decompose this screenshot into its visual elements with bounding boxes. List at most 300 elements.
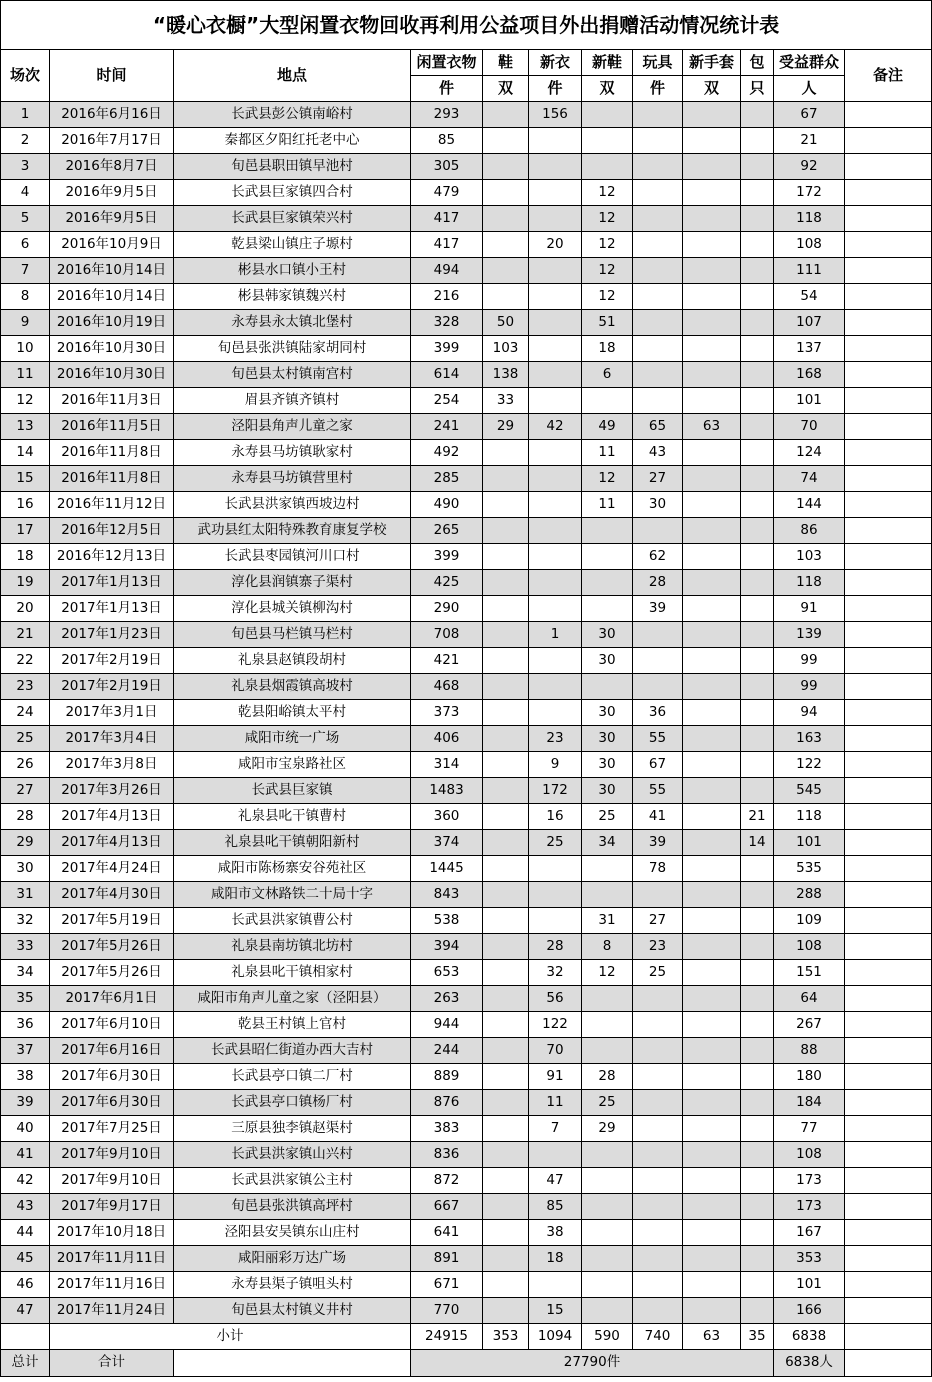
row-people: 535 xyxy=(774,856,845,882)
table-row xyxy=(1,206,932,232)
row-remarks xyxy=(845,1272,932,1298)
row-new-clothes xyxy=(529,648,582,674)
row-location: 长武县洪家镇公主村 xyxy=(174,1168,411,1194)
row-remarks xyxy=(845,284,932,310)
row-people: 180 xyxy=(774,1064,845,1090)
row-gloves xyxy=(683,154,741,180)
row-index: 18 xyxy=(1,544,50,570)
row-index: 29 xyxy=(1,830,50,856)
row-toys xyxy=(633,284,683,310)
row-index: 20 xyxy=(1,596,50,622)
row-gloves xyxy=(683,1090,741,1116)
row-new-shoes xyxy=(582,388,633,414)
row-gloves xyxy=(683,778,741,804)
row-remarks xyxy=(845,882,932,908)
row-clothes: 417 xyxy=(411,206,483,232)
row-location: 咸阳市宝泉路社区 xyxy=(174,752,411,778)
table-row xyxy=(1,492,932,518)
row-remarks xyxy=(845,102,932,128)
row-bags xyxy=(741,414,774,440)
row-index: 19 xyxy=(1,570,50,596)
row-gloves xyxy=(683,908,741,934)
row-location: 旬邑县职田镇早池村 xyxy=(174,154,411,180)
row-location: 咸阳市角声儿童之家（泾阳县） xyxy=(174,986,411,1012)
row-gloves xyxy=(683,1246,741,1272)
row-location: 彬县水口镇小王村 xyxy=(174,258,411,284)
row-index: 30 xyxy=(1,856,50,882)
row-new-clothes xyxy=(529,882,582,908)
row-new-clothes: 18 xyxy=(529,1246,582,1272)
row-clothes: 293 xyxy=(411,102,483,128)
row-toys: 27 xyxy=(633,466,683,492)
row-location: 长武县洪家镇山兴村 xyxy=(174,1142,411,1168)
row-shoes xyxy=(483,128,529,154)
row-location: 咸阳市文林路铁二十局十字 xyxy=(174,882,411,908)
row-remarks xyxy=(845,128,932,154)
table-row xyxy=(1,804,932,830)
unit-new-shoes: 双 xyxy=(582,76,633,102)
row-toys: 39 xyxy=(633,830,683,856)
row-location: 旬邑县张洪镇高坪村 xyxy=(174,1194,411,1220)
header-clothes: 闲置衣物 xyxy=(411,50,483,76)
row-remarks xyxy=(845,154,932,180)
row-new-shoes xyxy=(582,1220,633,1246)
row-toys xyxy=(633,1064,683,1090)
row-date: 2016年9月5日 xyxy=(50,206,174,232)
table-row xyxy=(1,466,932,492)
row-clothes: 373 xyxy=(411,700,483,726)
row-gloves xyxy=(683,700,741,726)
row-bags xyxy=(741,622,774,648)
row-people: 173 xyxy=(774,1194,845,1220)
row-remarks xyxy=(845,1090,932,1116)
row-bags xyxy=(741,1116,774,1142)
row-toys xyxy=(633,1194,683,1220)
row-gloves xyxy=(683,1220,741,1246)
row-gloves xyxy=(683,258,741,284)
row-location: 咸阳市统一广场 xyxy=(174,726,411,752)
row-location: 泾阳县角声儿童之家 xyxy=(174,414,411,440)
row-new-shoes: 30 xyxy=(582,648,633,674)
row-toys: 36 xyxy=(633,700,683,726)
row-gloves xyxy=(683,1168,741,1194)
row-location: 礼泉县叱干镇朝阳新村 xyxy=(174,830,411,856)
table-title: “暖心衣橱”大型闲置衣物回收再利用公益项目外出捐赠活动情况统计表 xyxy=(1,1,932,50)
row-new-shoes xyxy=(582,1246,633,1272)
row-new-clothes xyxy=(529,492,582,518)
row-people: 74 xyxy=(774,466,845,492)
row-toys xyxy=(633,232,683,258)
row-clothes: 314 xyxy=(411,752,483,778)
row-new-clothes: 156 xyxy=(529,102,582,128)
row-remarks xyxy=(845,570,932,596)
row-people: 118 xyxy=(774,206,845,232)
row-clothes: 843 xyxy=(411,882,483,908)
row-people: 109 xyxy=(774,908,845,934)
row-date: 2017年6月1日 xyxy=(50,986,174,1012)
row-gloves xyxy=(683,518,741,544)
row-gloves xyxy=(683,596,741,622)
row-new-shoes xyxy=(582,544,633,570)
row-location: 泾阳县安吴镇东山庄村 xyxy=(174,1220,411,1246)
row-toys: 55 xyxy=(633,726,683,752)
row-bags xyxy=(741,388,774,414)
row-new-shoes: 30 xyxy=(582,778,633,804)
row-remarks xyxy=(845,414,932,440)
row-location: 礼泉县赵镇段胡村 xyxy=(174,648,411,674)
row-new-shoes xyxy=(582,128,633,154)
unit-shoes: 双 xyxy=(483,76,529,102)
row-shoes xyxy=(483,1298,529,1324)
row-index: 3 xyxy=(1,154,50,180)
row-clothes: 538 xyxy=(411,908,483,934)
row-index: 14 xyxy=(1,440,50,466)
row-new-clothes xyxy=(529,570,582,596)
table-row xyxy=(1,180,932,206)
row-remarks xyxy=(845,934,932,960)
header-new-shoes: 新鞋 xyxy=(582,50,633,76)
row-new-shoes: 6 xyxy=(582,362,633,388)
row-people: 107 xyxy=(774,310,845,336)
row-date: 2016年6月16日 xyxy=(50,102,174,128)
row-new-clothes xyxy=(529,856,582,882)
row-date: 2017年3月26日 xyxy=(50,778,174,804)
row-shoes xyxy=(483,856,529,882)
row-new-clothes xyxy=(529,700,582,726)
row-clothes: 85 xyxy=(411,128,483,154)
row-gloves xyxy=(683,310,741,336)
row-people: 168 xyxy=(774,362,845,388)
row-index: 38 xyxy=(1,1064,50,1090)
row-new-clothes xyxy=(529,908,582,934)
row-new-shoes: 31 xyxy=(582,908,633,934)
row-date: 2016年11月8日 xyxy=(50,440,174,466)
row-new-clothes xyxy=(529,206,582,232)
row-new-clothes: 172 xyxy=(529,778,582,804)
row-index: 7 xyxy=(1,258,50,284)
row-bags xyxy=(741,1012,774,1038)
row-remarks xyxy=(845,986,932,1012)
row-people: 118 xyxy=(774,570,845,596)
row-new-shoes xyxy=(582,1038,633,1064)
row-gloves xyxy=(683,440,741,466)
subtotal-clothes: 24915 xyxy=(411,1324,483,1350)
row-new-shoes: 12 xyxy=(582,466,633,492)
row-toys xyxy=(633,1012,683,1038)
row-new-shoes xyxy=(582,986,633,1012)
row-location: 长武县亭口镇二厂村 xyxy=(174,1064,411,1090)
row-toys xyxy=(633,388,683,414)
row-gloves xyxy=(683,1194,741,1220)
row-remarks xyxy=(845,310,932,336)
row-date: 2017年1月13日 xyxy=(50,570,174,596)
row-bags xyxy=(741,1272,774,1298)
row-shoes: 33 xyxy=(483,388,529,414)
row-clothes: 494 xyxy=(411,258,483,284)
row-shoes xyxy=(483,492,529,518)
row-remarks xyxy=(845,232,932,258)
row-date: 2017年6月30日 xyxy=(50,1064,174,1090)
table-row xyxy=(1,856,932,882)
row-clothes: 872 xyxy=(411,1168,483,1194)
row-location: 三原县独李镇赵渠村 xyxy=(174,1116,411,1142)
row-shoes xyxy=(483,960,529,986)
header-index: 场次 xyxy=(1,50,50,102)
row-clothes: 417 xyxy=(411,232,483,258)
row-index: 23 xyxy=(1,674,50,700)
row-new-clothes: 9 xyxy=(529,752,582,778)
row-people: 108 xyxy=(774,1142,845,1168)
row-remarks xyxy=(845,1220,932,1246)
row-clothes: 1483 xyxy=(411,778,483,804)
row-shoes xyxy=(483,1272,529,1298)
row-new-clothes xyxy=(529,310,582,336)
row-index: 5 xyxy=(1,206,50,232)
unit-bags: 只 xyxy=(741,76,774,102)
row-shoes xyxy=(483,206,529,232)
row-remarks xyxy=(845,206,932,232)
row-index: 33 xyxy=(1,934,50,960)
row-date: 2017年11月11日 xyxy=(50,1246,174,1272)
row-people: 167 xyxy=(774,1220,845,1246)
row-location: 旬邑县马栏镇马栏村 xyxy=(174,622,411,648)
row-gloves xyxy=(683,726,741,752)
row-location: 眉县齐镇齐镇村 xyxy=(174,388,411,414)
row-index: 1 xyxy=(1,102,50,128)
row-location: 长武县巨家镇荣兴村 xyxy=(174,206,411,232)
row-clothes: 671 xyxy=(411,1272,483,1298)
row-shoes xyxy=(483,1246,529,1272)
row-date: 2017年2月19日 xyxy=(50,674,174,700)
row-index: 43 xyxy=(1,1194,50,1220)
row-gloves xyxy=(683,986,741,1012)
row-shoes xyxy=(483,1116,529,1142)
row-date: 2017年4月13日 xyxy=(50,830,174,856)
row-new-clothes: 85 xyxy=(529,1194,582,1220)
row-date: 2017年5月26日 xyxy=(50,960,174,986)
row-people: 77 xyxy=(774,1116,845,1142)
row-remarks xyxy=(845,960,932,986)
row-shoes xyxy=(483,1012,529,1038)
row-people: 139 xyxy=(774,622,845,648)
row-bags xyxy=(741,544,774,570)
row-gloves xyxy=(683,362,741,388)
row-location: 永寿县永太镇北堡村 xyxy=(174,310,411,336)
table-row xyxy=(1,362,932,388)
row-gloves xyxy=(683,336,741,362)
row-date: 2016年10月30日 xyxy=(50,362,174,388)
row-people: 101 xyxy=(774,388,845,414)
table-row xyxy=(1,518,932,544)
row-toys xyxy=(633,1116,683,1142)
row-clothes: 399 xyxy=(411,544,483,570)
row-remarks xyxy=(845,908,932,934)
row-gloves xyxy=(683,1038,741,1064)
total-left-label: 总计 xyxy=(1,1350,50,1377)
row-date: 2016年11月12日 xyxy=(50,492,174,518)
row-clothes: 328 xyxy=(411,310,483,336)
row-index: 31 xyxy=(1,882,50,908)
row-shoes xyxy=(483,1090,529,1116)
row-bags xyxy=(741,492,774,518)
table-row xyxy=(1,1038,932,1064)
row-date: 2017年3月8日 xyxy=(50,752,174,778)
row-date: 2017年5月26日 xyxy=(50,934,174,960)
row-bags xyxy=(741,440,774,466)
row-gloves xyxy=(683,960,741,986)
row-new-clothes: 42 xyxy=(529,414,582,440)
row-new-clothes xyxy=(529,388,582,414)
row-location: 礼泉县烟霞镇高坡村 xyxy=(174,674,411,700)
row-new-shoes xyxy=(582,1012,633,1038)
row-shoes xyxy=(483,934,529,960)
row-toys xyxy=(633,362,683,388)
row-index: 2 xyxy=(1,128,50,154)
table-row xyxy=(1,726,932,752)
row-index: 40 xyxy=(1,1116,50,1142)
row-toys xyxy=(633,1298,683,1324)
row-new-clothes: 25 xyxy=(529,830,582,856)
table-row xyxy=(1,1298,932,1324)
row-bags: 21 xyxy=(741,804,774,830)
row-toys: 25 xyxy=(633,960,683,986)
header-beneficiaries: 受益群众 xyxy=(774,50,845,76)
row-location: 长武县巨家镇四合村 xyxy=(174,180,411,206)
row-people: 118 xyxy=(774,804,845,830)
row-index: 44 xyxy=(1,1220,50,1246)
row-gloves xyxy=(683,466,741,492)
header-toys: 玩具 xyxy=(633,50,683,76)
row-gloves: 63 xyxy=(683,414,741,440)
row-clothes: 479 xyxy=(411,180,483,206)
row-people: 101 xyxy=(774,830,845,856)
row-remarks xyxy=(845,1194,932,1220)
row-gloves xyxy=(683,492,741,518)
row-date: 2017年2月19日 xyxy=(50,648,174,674)
row-new-clothes: 28 xyxy=(529,934,582,960)
row-toys xyxy=(633,180,683,206)
row-shoes xyxy=(483,596,529,622)
row-clothes: 244 xyxy=(411,1038,483,1064)
row-shoes xyxy=(483,232,529,258)
row-gloves xyxy=(683,1064,741,1090)
table-row xyxy=(1,622,932,648)
row-index: 47 xyxy=(1,1298,50,1324)
row-gloves xyxy=(683,388,741,414)
row-shoes xyxy=(483,570,529,596)
unit-toys: 件 xyxy=(633,76,683,102)
row-date: 2016年11月8日 xyxy=(50,466,174,492)
row-remarks xyxy=(845,336,932,362)
row-index: 45 xyxy=(1,1246,50,1272)
row-shoes xyxy=(483,700,529,726)
table-row xyxy=(1,388,932,414)
row-clothes: 360 xyxy=(411,804,483,830)
row-people: 91 xyxy=(774,596,845,622)
row-shoes xyxy=(483,908,529,934)
row-bags xyxy=(741,726,774,752)
table-row xyxy=(1,440,932,466)
row-bags xyxy=(741,1298,774,1324)
row-people: 64 xyxy=(774,986,845,1012)
row-shoes xyxy=(483,752,529,778)
row-remarks xyxy=(845,856,932,882)
row-gloves xyxy=(683,622,741,648)
row-new-clothes xyxy=(529,258,582,284)
table-row xyxy=(1,128,932,154)
row-people: 54 xyxy=(774,284,845,310)
row-bags xyxy=(741,362,774,388)
row-shoes xyxy=(483,1064,529,1090)
row-bags xyxy=(741,1064,774,1090)
row-index: 28 xyxy=(1,804,50,830)
row-new-clothes xyxy=(529,362,582,388)
header-shoes: 鞋 xyxy=(483,50,529,76)
row-gloves xyxy=(683,180,741,206)
subtotal-index-cell xyxy=(1,1324,50,1350)
row-bags: 14 xyxy=(741,830,774,856)
row-date: 2017年6月16日 xyxy=(50,1038,174,1064)
row-toys: 62 xyxy=(633,544,683,570)
header-date: 时间 xyxy=(50,50,174,102)
row-people: 173 xyxy=(774,1168,845,1194)
row-gloves xyxy=(683,284,741,310)
row-gloves xyxy=(683,830,741,856)
table-row xyxy=(1,1220,932,1246)
row-date: 2017年6月10日 xyxy=(50,1012,174,1038)
row-people: 545 xyxy=(774,778,845,804)
row-bags xyxy=(741,700,774,726)
row-remarks xyxy=(845,726,932,752)
row-clothes: 653 xyxy=(411,960,483,986)
row-remarks xyxy=(845,1064,932,1090)
row-date: 2017年9月17日 xyxy=(50,1194,174,1220)
row-date: 2016年10月14日 xyxy=(50,258,174,284)
row-new-shoes xyxy=(582,102,633,128)
row-new-clothes xyxy=(529,674,582,700)
table-row xyxy=(1,544,932,570)
row-bags xyxy=(741,1168,774,1194)
row-new-clothes: 23 xyxy=(529,726,582,752)
row-remarks xyxy=(845,804,932,830)
header-location: 地点 xyxy=(174,50,411,102)
row-date: 2016年10月14日 xyxy=(50,284,174,310)
row-remarks xyxy=(845,544,932,570)
table-row xyxy=(1,908,932,934)
row-new-shoes xyxy=(582,856,633,882)
row-gloves xyxy=(683,1272,741,1298)
row-shoes xyxy=(483,804,529,830)
row-new-shoes xyxy=(582,1194,633,1220)
row-new-shoes: 18 xyxy=(582,336,633,362)
row-new-clothes xyxy=(529,544,582,570)
row-clothes: 1445 xyxy=(411,856,483,882)
subtotal-people: 6838 xyxy=(774,1324,845,1350)
row-location: 礼泉县叱干镇相家村 xyxy=(174,960,411,986)
row-shoes xyxy=(483,440,529,466)
row-shoes xyxy=(483,180,529,206)
row-bags xyxy=(741,882,774,908)
row-people: 184 xyxy=(774,1090,845,1116)
row-shoes xyxy=(483,466,529,492)
row-toys xyxy=(633,1246,683,1272)
row-people: 99 xyxy=(774,648,845,674)
row-remarks xyxy=(845,362,932,388)
row-toys xyxy=(633,102,683,128)
row-bags xyxy=(741,908,774,934)
row-shoes: 29 xyxy=(483,414,529,440)
row-index: 17 xyxy=(1,518,50,544)
